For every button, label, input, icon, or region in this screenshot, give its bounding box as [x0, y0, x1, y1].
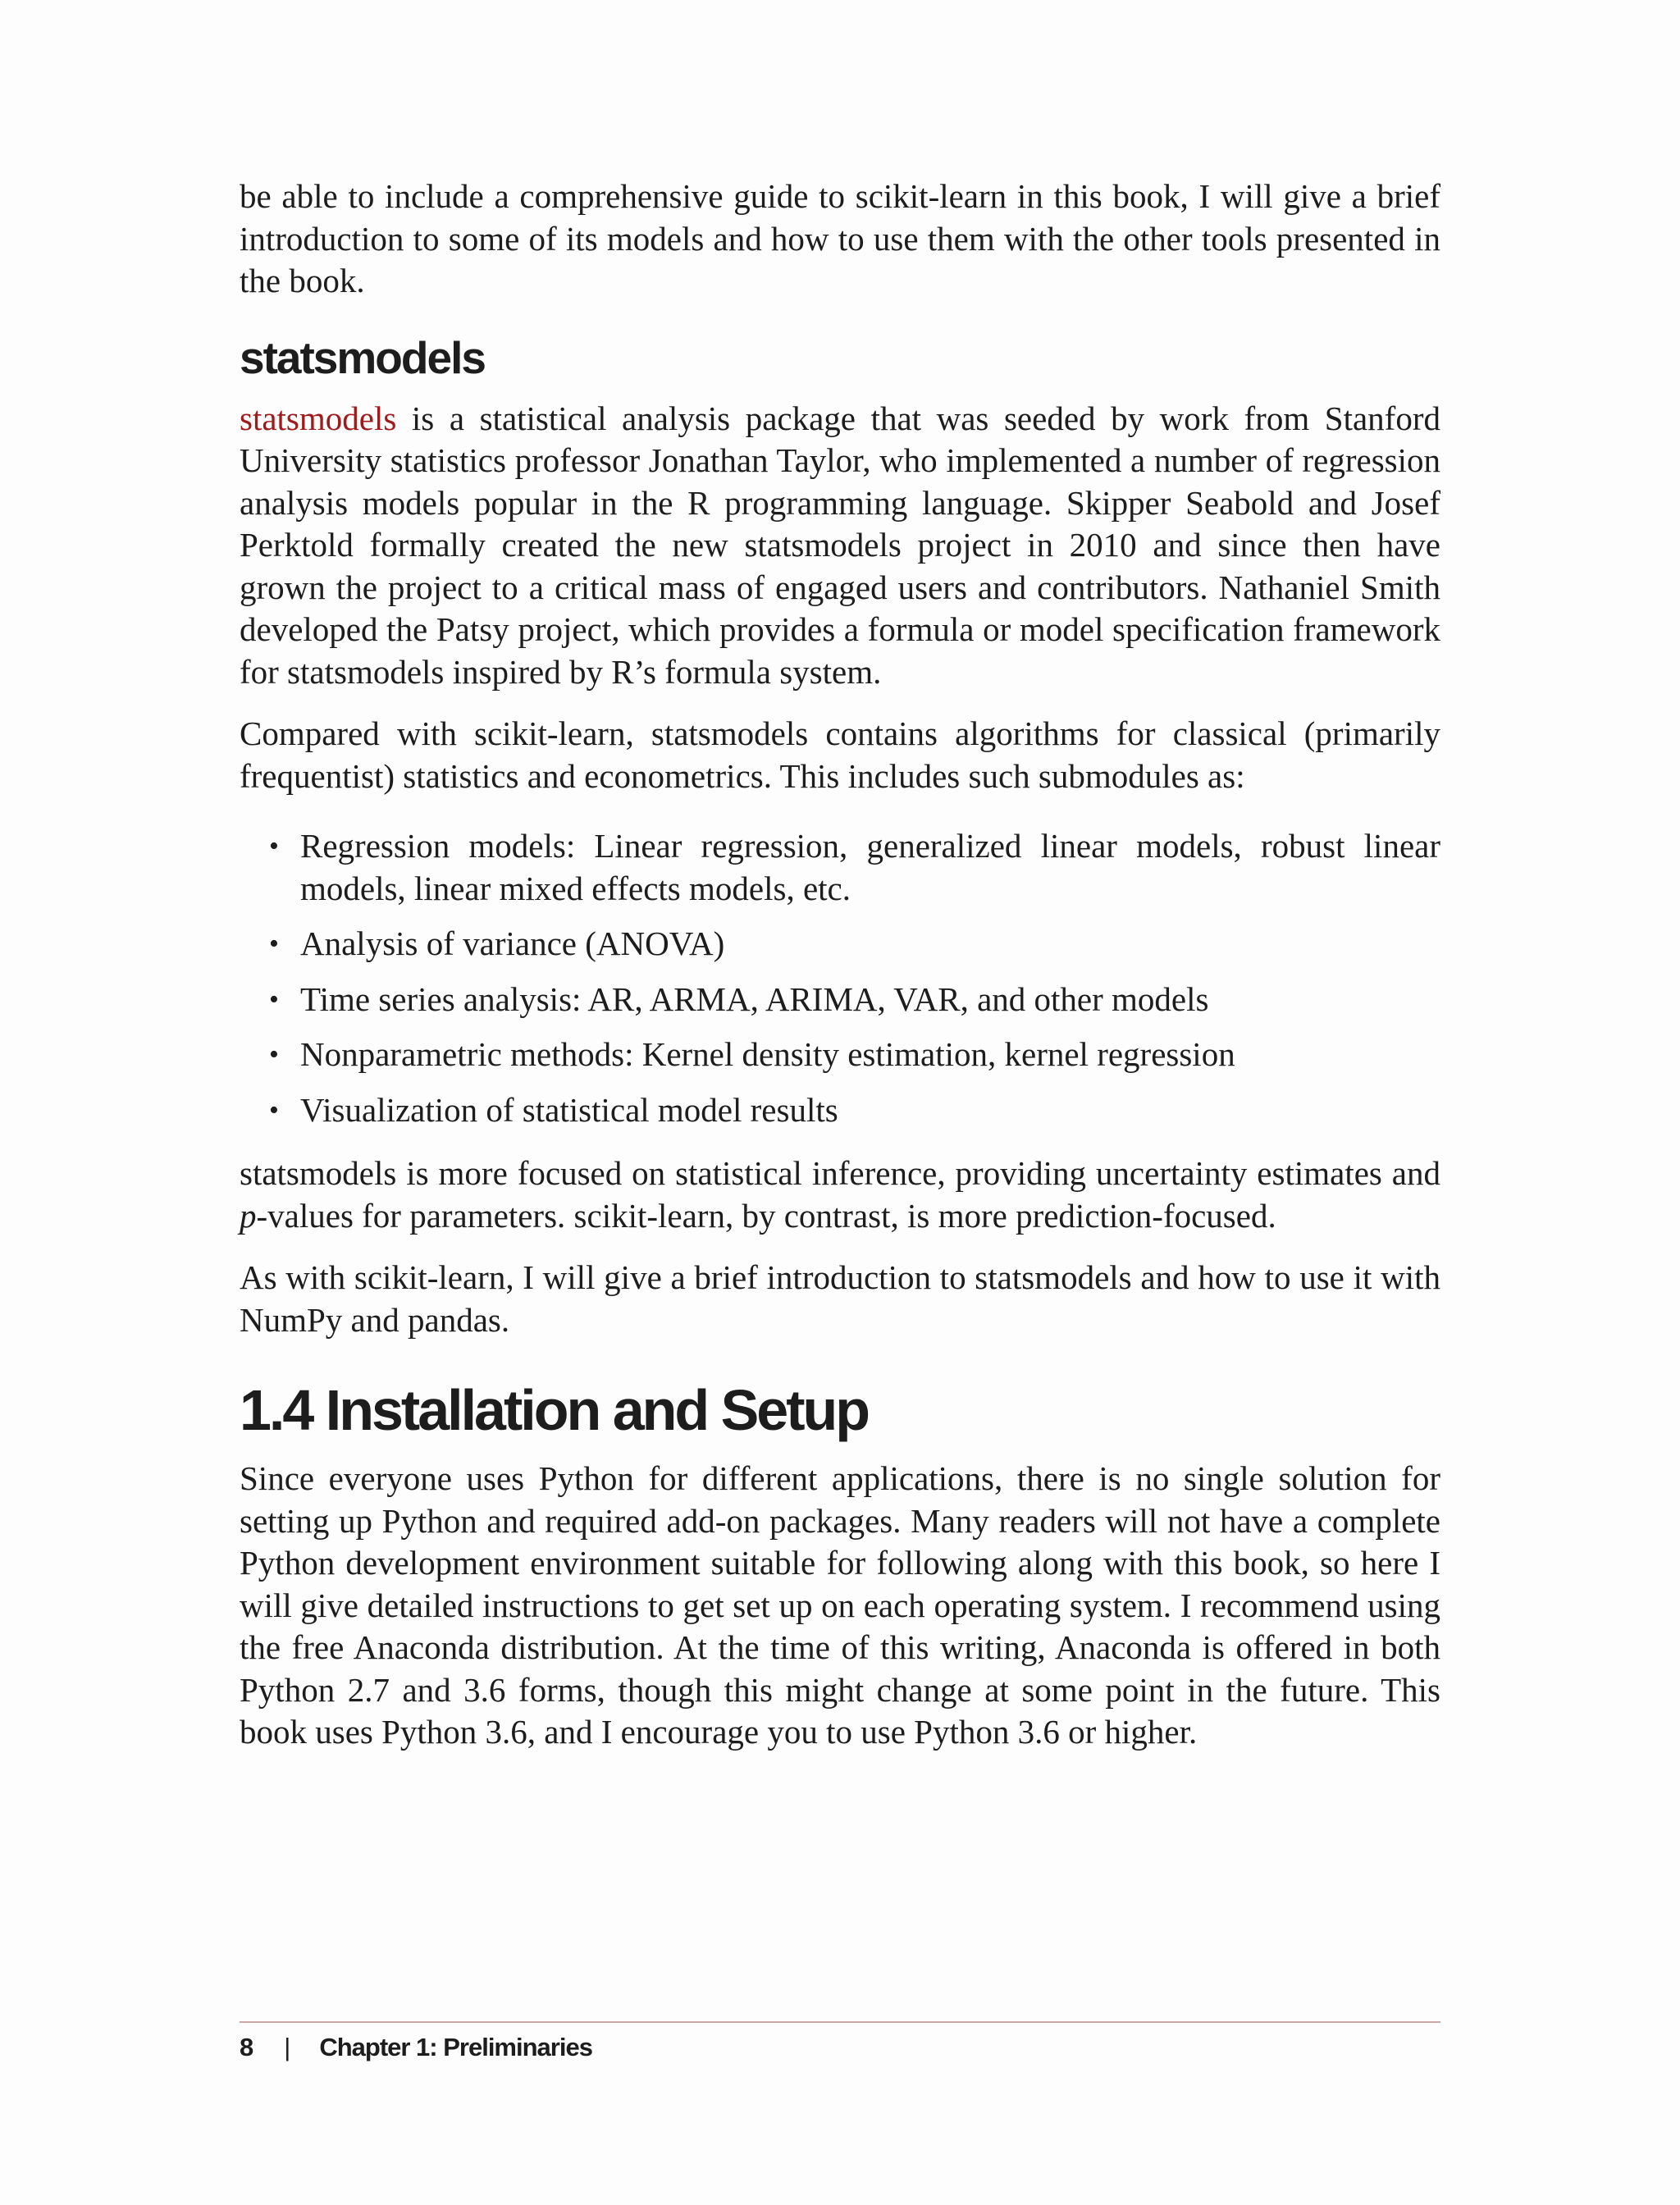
p-italic: p — [240, 1196, 257, 1235]
page-content — [240, 176, 1440, 1754]
footer-separator: | — [284, 2033, 290, 2061]
list-item: • Nonparametric methods: Kernel density estimation, kernel regression — [240, 1034, 1440, 1076]
footer-divider — [240, 2021, 1440, 2023]
bullet-icon: • — [269, 929, 279, 959]
intro-paragraph: be able to include a comprehensive guide to scikit-learn in this book, I will give a brief introduction to some of its models and how to use them with the other tools presented in the book. — [240, 177, 1440, 299]
installation-paragraph: Since everyone uses Python for different applications, there is no single solution for setting up Python and required add-on packages. Many readers will not have a complete Python development environment suitable for following along with this book, so here I will give detailed instructions to get set up on each operating system. I recommend using the free Anaconda distribution. At the time of this writing, Anaconda is offered in both Python 2.7 and 3.6 forms, though this might change at some point in the future. This book uses Python 3.6, and I encourage you to use Python 3.6 or higher. — [240, 1459, 1440, 1751]
list-item: • Time series analysis: AR, ARMA, ARIMA, VAR, and other models — [240, 979, 1440, 1021]
list-item: • Visualization of statistical model results — [240, 1089, 1440, 1132]
bullet-icon: • — [269, 1039, 279, 1070]
statsmodels-paragraph-1 — [240, 398, 1440, 694]
page-number: 8 — [240, 2033, 253, 2061]
statsmodels-paragraph-1-text: is a statistical analysis package that was seeded by work from Stanford University statistics professor Jonathan Taylor, who implemented a number of regression analysis models popular in the R programming language. Skipper Seabold and Josef Perktold formally created the new statsmodels project in 2010 and since then have grown the project to a critical mass of engaged users and contributors. Nathaniel Smith developed the Patsy project, which provides a formula or model specification framework for statsmodels inspired by R’s formula system. — [240, 399, 1440, 691]
section-heading: 1.4 Installation and Setup — [240, 1378, 869, 1442]
list-item: • Regression models: Linear regression, generalized linear models, robust linear models, linear mixed effects models, etc. — [269, 827, 1440, 907]
page-footer — [240, 2033, 592, 2062]
brief-intro-paragraph: As with scikit-learn, I will give a brief introduction to statsmodels and how to use it with NumPy and pandas. — [240, 1258, 1440, 1339]
chapter-title: Chapter 1: Preliminaries — [319, 2033, 592, 2061]
bullet-icon: • — [269, 1094, 279, 1125]
bullet-icon: • — [269, 831, 279, 861]
list-item: • Analysis of variance (ANOVA) — [240, 923, 1440, 966]
bullet-icon: • — [269, 984, 279, 1015]
statsmodels-heading: statsmodels — [240, 331, 485, 383]
statsmodels-paragraph-2: Compared with scikit-learn, statsmodels contains algorithms for classical (primarily frequentist) statistics and econometrics. This includes such submodules as: — [240, 714, 1440, 795]
statsmodels-link[interactable]: statsmodels — [240, 399, 397, 437]
inference-paragraph: statsmodels is more focused on statistical inference, providing uncertainty estimates and p-values for parameters. scikit-learn, by contrast, is more prediction-focused. — [240, 1154, 1440, 1235]
submodules-list — [240, 825, 1440, 1131]
